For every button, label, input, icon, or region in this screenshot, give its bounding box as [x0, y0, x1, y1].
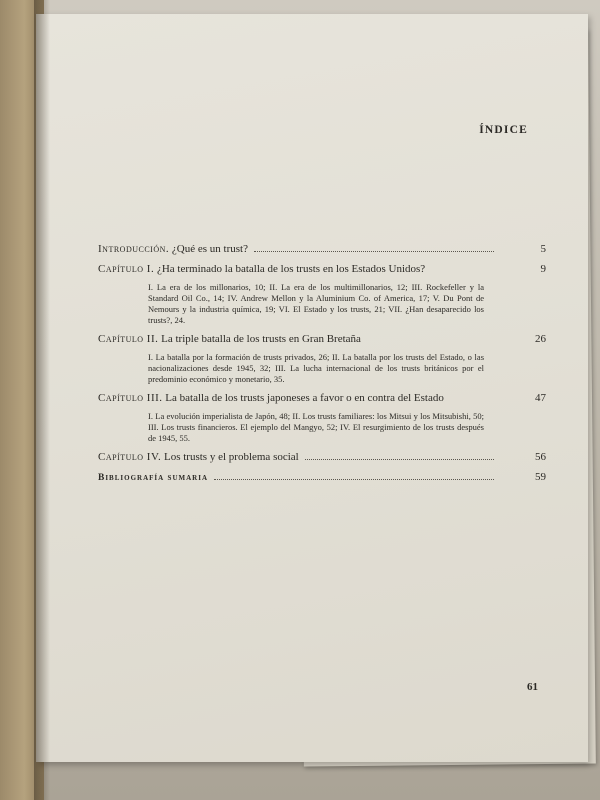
book-page	[36, 14, 588, 762]
index-heading: ÍNDICE	[479, 124, 528, 136]
toc-entry-title: ¿Ha terminado la batalla de los trusts en los Estados Unidos?	[156, 263, 426, 275]
table-of-contents	[98, 242, 546, 491]
toc-entry-title: Los trusts y el problema social	[164, 451, 299, 463]
dot-leader	[305, 458, 494, 460]
toc-entry-title: ¿Qué es un trust?	[171, 243, 248, 255]
toc-subsections: I. La batalla por la formación de trusts privados, 26; II. La batalla por los trusts del Estado, o las nacionalizaciones desde 1945, 32; III. La lucha internacional de los trusts británicos por el predominio económico y monetario, 35.	[148, 352, 484, 384]
toc-entry-label: Capítulo III.	[98, 392, 163, 404]
toc-entry-title: La batalla de los trusts japoneses a favor o en contra del Estado	[165, 392, 444, 404]
toc-entry-bibliography	[98, 470, 546, 485]
dot-leader	[214, 478, 494, 480]
toc-entry-label: Capítulo I.	[98, 263, 155, 275]
page-number: 61	[527, 681, 538, 693]
toc-entry-label: Capítulo II.	[98, 333, 159, 345]
toc-entry-label: Capítulo IV.	[98, 451, 162, 463]
toc-entry-chapter-3	[98, 391, 546, 444]
toc-entry-chapter-4	[98, 450, 546, 464]
toc-page-number: 9	[540, 263, 546, 275]
dot-leader	[254, 250, 494, 252]
spine-shadow	[34, 0, 50, 800]
toc-entry-title: La triple batalla de los trusts en Gran Bretaña	[161, 333, 361, 345]
toc-page-number: 26	[535, 333, 546, 345]
toc-subsections: I. La era de los millonarios, 10; II. La era de los multimillonarios, 12; III. Rockefeller y la Standard Oil Co., 14; IV. Andrew Mellon y la Aluminium Co. of America, 17; V. Du Pont de Nemours y la industria química, 19; VI. El Estado y los trusts, 21; VII. ¿Han desaparecido los trusts?, 24.	[148, 282, 484, 325]
toc-page-number: 56	[535, 451, 546, 463]
toc-entry-chapter-2	[98, 332, 546, 385]
toc-page-number: 47	[535, 392, 546, 404]
toc-entry-introduction	[98, 242, 546, 256]
toc-entry-label: Introducción.	[98, 243, 170, 255]
toc-page-number: 59	[535, 471, 546, 483]
toc-entry-label: Bibliografía sumaria	[98, 473, 208, 483]
toc-page-number: 5	[540, 243, 546, 255]
toc-subsections: I. La evolución imperialista de Japón, 48; II. Los trusts familiares: los Mitsui y los Mitsubishi, 50; III. Los trusts financieros. El ejemplo del Mangyo, 52; IV. El resurgimiento de los trusts después de 1945, 55.	[148, 411, 484, 443]
toc-entry-chapter-1	[98, 262, 546, 326]
